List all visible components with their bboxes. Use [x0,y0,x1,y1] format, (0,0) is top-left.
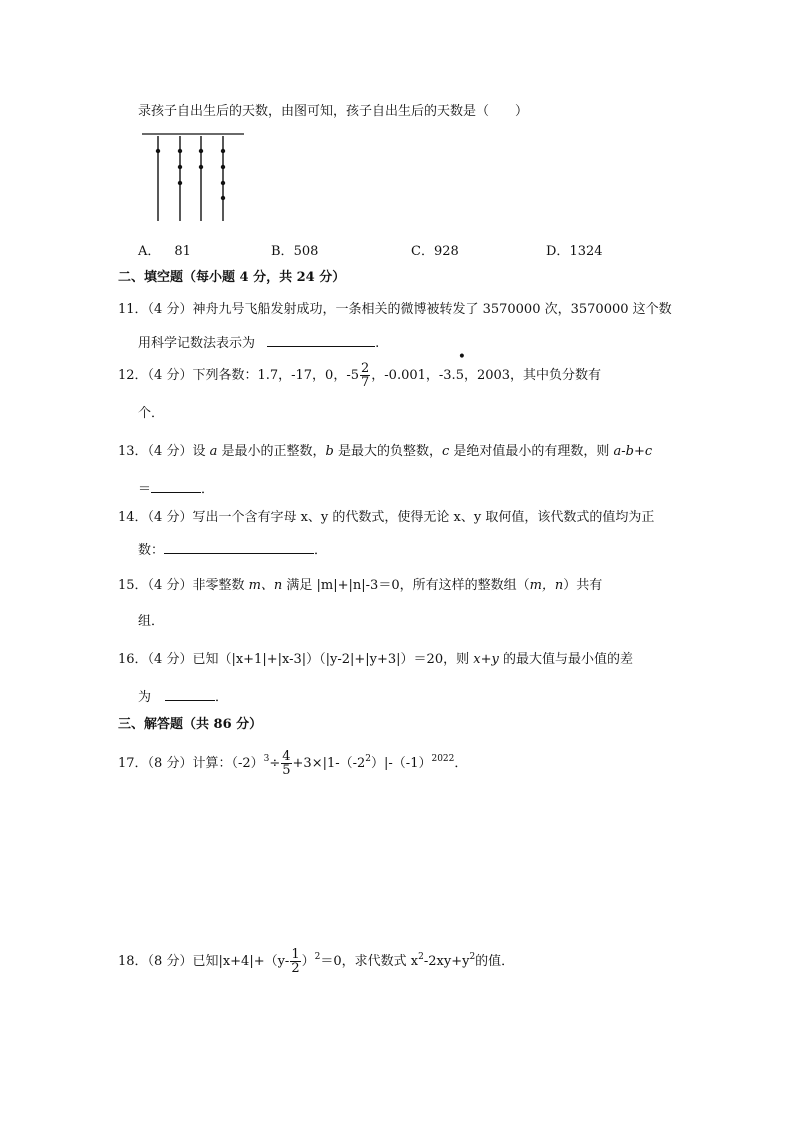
q12-line1 [118,349,602,391]
bead [221,165,225,169]
q16-expression: x+y [473,652,499,667]
q11-line1: 11．（4 分）神舟九号飞船发射成功，一条相关的微博被转发了 3570000 次，3570000 这个数 [118,302,672,317]
q12-suffix: ，2003，其中负分数有 [463,368,602,383]
bead [178,165,182,169]
q14-line2: 数： ． [138,543,328,558]
bead [199,165,203,169]
q13-line2: ＝ ． [138,482,215,497]
q12-mid: ，-0.001，-3. [371,368,456,383]
option-d [546,240,603,259]
abacus-beads [156,149,225,200]
option-a [138,240,191,259]
q12-fraction [360,362,370,389]
q13-var-b: b [325,444,334,459]
q13-line1: 13．（4 分）设 a 是最小的正整数，b 是最大的负整数，c 是绝对值最小的有理数，则 a-b+c [118,444,653,459]
option-c-letter: C． [411,244,434,259]
q18-line: 18．（8 分）已知|x+4|+（y- $\frac{1}{2}$ ）$^2$＝0，求代数式 $x^2-2xy+y^2$的值． [118,947,515,976]
bead [178,181,182,185]
bead [221,149,225,153]
q16-line2: 为 ． [138,690,229,705]
q15-vars: m、n [248,578,283,593]
bead [178,149,182,153]
q16-line1: 16．（4 分）已知（|x+1|+|x-3|）（|y-2|+|y+3|）＝20，则 x+y 的最大值与最小值的差 [118,652,633,667]
q14-line1: 14．（4 分）写出一个含有字母 x、y 的代数式，使得无论 x、y 取何值，该代数式的值均为正 [118,510,655,525]
q18-fraction: $\frac{1}{2}$ [291,947,300,976]
q13-answer-blank[interactable] [151,480,201,493]
q14-answer-blank[interactable] [164,541,314,554]
q13-var-a: a [209,444,218,459]
option-b-value: 508 [293,244,319,259]
q13-var-c: c [441,444,450,459]
q12-repeating-digit: • 5 [455,349,466,383]
option-c-value: 928 [433,244,459,259]
bead [221,181,225,185]
q15-line2: 组． [138,614,165,629]
q12-frac-num: 2 [361,361,370,376]
q11-line2: 用科学记数法表示为 . [138,336,380,351]
q13-expression: a-b+c [613,444,653,459]
q12-frac-den: 7 [361,375,370,390]
bead [156,149,160,153]
option-a-letter: A． [138,244,161,259]
q12-prefix: 12．（4 分）下列各数：1.7，-17，0，-5 [118,368,359,383]
option-b [271,240,318,259]
section-2-heading: 二、填空题（每小题 4 分，共 24 分） [118,270,346,285]
q15-line1: 15．（4 分）非零整数 m、n 满足 |m|+|n|-3＝0，所有这样的整数组（m，n）共有 [118,578,603,593]
q11-answer-blank[interactable] [267,334,375,347]
q11-text: 用科学记数法表示为 [138,336,256,351]
option-c [411,240,459,259]
option-b-letter: B． [271,244,294,259]
q17-fraction: $\frac{4}{5}$ [282,749,291,778]
bead [199,149,203,153]
q15-pair: m，n [529,578,564,593]
option-d-value: 1324 [569,244,603,259]
option-a-value: 81 [174,244,191,259]
option-d-letter: D． [546,244,570,259]
bead [221,196,225,200]
intro-line: 录孩子自出生后的天数，由图可知，孩子自出生后的天数是（ ） [138,104,529,119]
section-3-heading: 三、解答题（共 86 分） [118,717,263,732]
q17-line: 17．（8 分）计算：$(-2)^3\div$ $\frac{4}{5}$ $+3\times|1-(-2^2)|-(-1)^{2022}$． [118,749,468,778]
repeat-dot-icon: • [457,349,466,365]
q12-line2: 个． [138,406,165,421]
q16-answer-blank[interactable] [165,688,215,701]
